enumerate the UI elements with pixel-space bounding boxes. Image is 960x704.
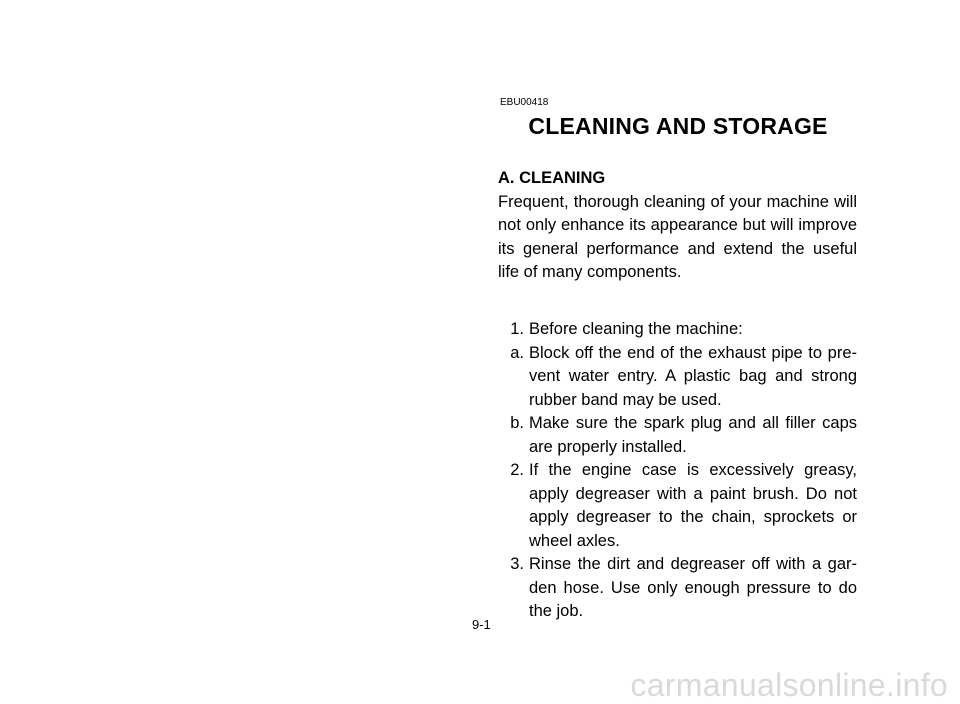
list-item-text: If the engine case is excessively greasy, apply degreaser with a paint brush. Do not apply degreaser to the chain, sprockets or wheel axles. <box>529 461 857 550</box>
cleaning-steps-list <box>498 318 857 624</box>
watermark: carmanualsonline.info <box>630 667 948 703</box>
list-item-text: Rinse the dirt and degreaser off with a gar-den hose. Use only enough pressure to do the job. <box>529 555 857 620</box>
list-item <box>498 412 857 459</box>
list-item <box>498 553 857 624</box>
list-item-text: Block off the end of the exhaust pipe to pre-vent water entry. A plastic bag and strong rubber band may be used. <box>529 343 857 409</box>
list-marker: 1. <box>510 320 524 338</box>
section-heading: A. CLEANING <box>498 169 606 187</box>
list-marker: 3. <box>510 555 524 573</box>
list-marker: b. <box>510 414 524 432</box>
section-paragraph: Frequent, thorough cleaning of your machine will not only enhance its appearance but will improve its general performance and extend the useful life of many components. <box>498 192 857 281</box>
page-title: CLEANING AND STORAGE <box>528 113 828 139</box>
list-item-text: Make sure the spark plug and all filler caps are properly installed. <box>529 414 857 456</box>
page-number: 9-1 <box>472 617 491 632</box>
document-code: EBU00418 <box>500 97 549 108</box>
list-item <box>498 318 857 342</box>
list-marker: 2. <box>510 461 524 479</box>
list-item-text: Before cleaning the machine: <box>529 320 743 338</box>
list-marker: a. <box>510 343 524 362</box>
list-item <box>498 342 857 413</box>
list-item <box>498 459 857 553</box>
cleaning-section <box>498 167 857 285</box>
